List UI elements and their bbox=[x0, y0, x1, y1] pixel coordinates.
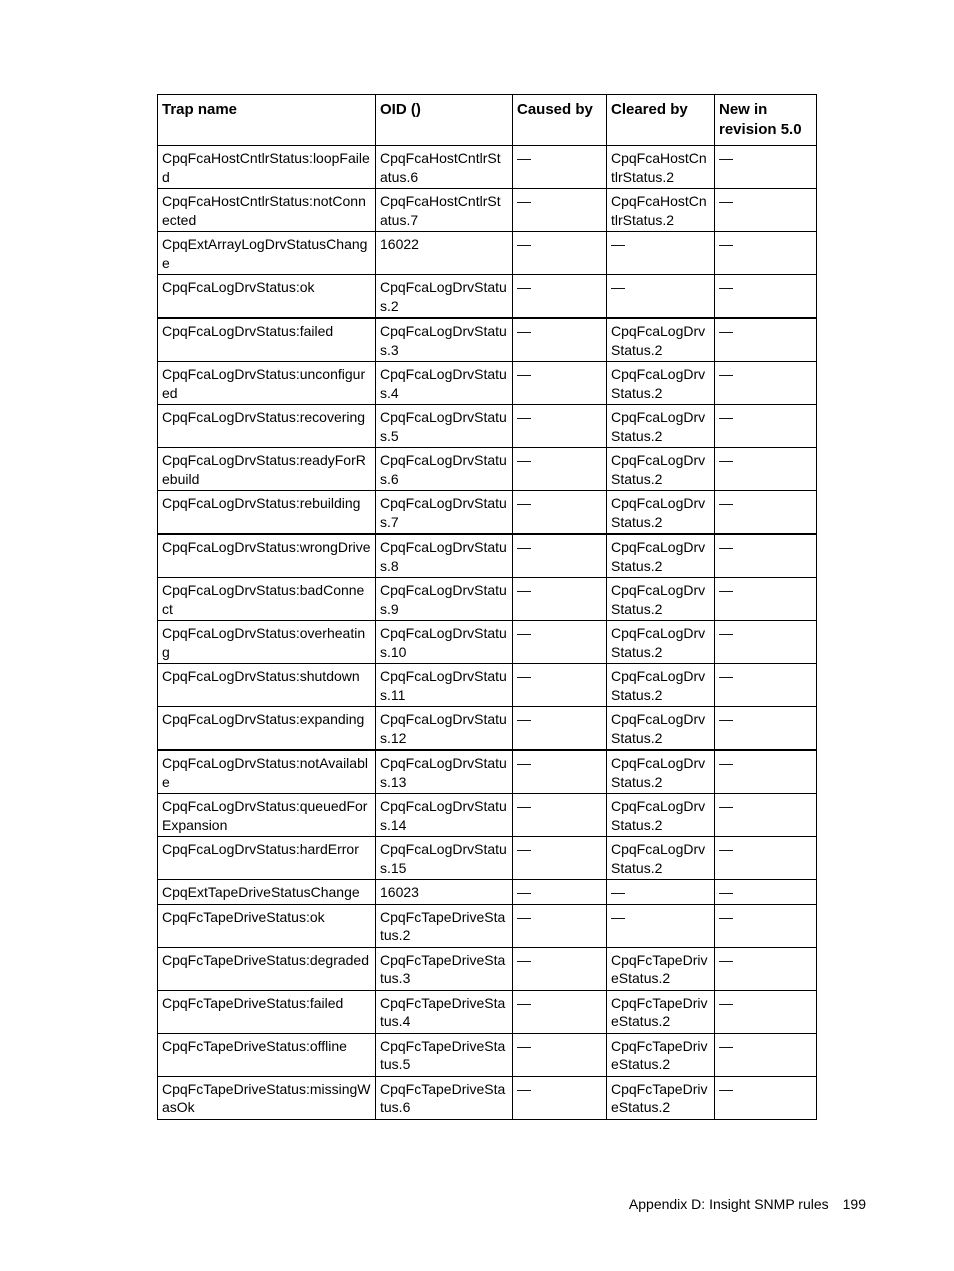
oid-cell: CpqFcaLogDrvStatus.6 bbox=[376, 448, 513, 491]
caused-by-cell: — bbox=[513, 405, 607, 448]
cleared-by-cell: CpqFcTapeDriveStatus.2 bbox=[607, 1076, 715, 1119]
oid-cell: 16023 bbox=[376, 880, 513, 905]
cleared-by-cell: CpqFcTapeDriveStatus.2 bbox=[607, 947, 715, 990]
new-in-revision-cell: — bbox=[715, 534, 817, 578]
table-row bbox=[158, 405, 817, 448]
table-row bbox=[158, 904, 817, 947]
new-in-revision-cell: — bbox=[715, 707, 817, 751]
trap-name-cell: CpqFcaLogDrvStatus:failed bbox=[158, 318, 376, 362]
caused-by-cell: — bbox=[513, 448, 607, 491]
page-footer bbox=[629, 1196, 866, 1212]
trap-name-cell: CpqFcTapeDriveStatus:offline bbox=[158, 1033, 376, 1076]
oid-cell: CpqFcaLogDrvStatus.10 bbox=[376, 621, 513, 664]
col-header-oid: OID () bbox=[376, 95, 513, 146]
table-row bbox=[158, 232, 817, 275]
trap-table bbox=[157, 94, 817, 1120]
trap-name-cell: CpqExtArrayLogDrvStatusChange bbox=[158, 232, 376, 275]
cleared-by-cell: — bbox=[607, 904, 715, 947]
new-in-revision-cell: — bbox=[715, 1076, 817, 1119]
oid-cell: CpqFcaLogDrvStatus.14 bbox=[376, 794, 513, 837]
cleared-by-cell: CpqFcaLogDrvStatus.2 bbox=[607, 621, 715, 664]
oid-cell: 16022 bbox=[376, 232, 513, 275]
col-header-caused-by: Caused by bbox=[513, 95, 607, 146]
trap-name-cell: CpqExtTapeDriveStatusChange bbox=[158, 880, 376, 905]
new-in-revision-cell: — bbox=[715, 904, 817, 947]
table-row bbox=[158, 578, 817, 621]
oid-cell: CpqFcaLogDrvStatus.15 bbox=[376, 837, 513, 880]
oid-cell: CpqFcaLogDrvStatus.11 bbox=[376, 664, 513, 707]
caused-by-cell: — bbox=[513, 947, 607, 990]
new-in-revision-cell: — bbox=[715, 750, 817, 794]
cleared-by-cell: CpqFcaLogDrvStatus.2 bbox=[607, 405, 715, 448]
trap-name-cell: CpqFcaHostCntlrStatus:notConnected bbox=[158, 189, 376, 232]
cleared-by-cell: CpqFcaLogDrvStatus.2 bbox=[607, 664, 715, 707]
table-row bbox=[158, 362, 817, 405]
caused-by-cell: — bbox=[513, 232, 607, 275]
trap-name-cell: CpqFcaLogDrvStatus:rebuilding bbox=[158, 491, 376, 535]
cleared-by-cell: CpqFcaLogDrvStatus.2 bbox=[607, 318, 715, 362]
table-row bbox=[158, 491, 817, 535]
table-row bbox=[158, 664, 817, 707]
trap-name-cell: CpqFcaLogDrvStatus:readyForRebuild bbox=[158, 448, 376, 491]
trap-name-cell: CpqFcaLogDrvStatus:shutdown bbox=[158, 664, 376, 707]
trap-name-cell: CpqFcTapeDriveStatus:missingWasOk bbox=[158, 1076, 376, 1119]
oid-cell: CpqFcaLogDrvStatus.3 bbox=[376, 318, 513, 362]
trap-name-cell: CpqFcaLogDrvStatus:expanding bbox=[158, 707, 376, 751]
table-row bbox=[158, 880, 817, 905]
oid-cell: CpqFcaLogDrvStatus.13 bbox=[376, 750, 513, 794]
footer-section-title: Appendix D: Insight SNMP rules bbox=[628, 1196, 829, 1212]
oid-cell: CpqFcaLogDrvStatus.8 bbox=[376, 534, 513, 578]
table-row bbox=[158, 146, 817, 189]
oid-cell: CpqFcaLogDrvStatus.9 bbox=[376, 578, 513, 621]
new-in-revision-cell: — bbox=[715, 232, 817, 275]
caused-by-cell: — bbox=[513, 491, 607, 535]
caused-by-cell: — bbox=[513, 189, 607, 232]
oid-cell: CpqFcTapeDriveStatus.5 bbox=[376, 1033, 513, 1076]
cleared-by-cell: — bbox=[607, 232, 715, 275]
table-row bbox=[158, 621, 817, 664]
trap-name-cell: CpqFcaLogDrvStatus:hardError bbox=[158, 837, 376, 880]
new-in-revision-cell: — bbox=[715, 318, 817, 362]
oid-cell: CpqFcaLogDrvStatus.4 bbox=[376, 362, 513, 405]
cleared-by-cell: CpqFcaLogDrvStatus.2 bbox=[607, 837, 715, 880]
cleared-by-cell: CpqFcaLogDrvStatus.2 bbox=[607, 750, 715, 794]
oid-cell: CpqFcaLogDrvStatus.2 bbox=[376, 275, 513, 319]
table-row bbox=[158, 189, 817, 232]
cleared-by-cell: CpqFcaLogDrvStatus.2 bbox=[607, 534, 715, 578]
table-row bbox=[158, 1076, 817, 1119]
cleared-by-cell: CpqFcaHostCntlrStatus.2 bbox=[607, 189, 715, 232]
cleared-by-cell: CpqFcaLogDrvStatus.2 bbox=[607, 362, 715, 405]
trap-name-cell: CpqFcaLogDrvStatus:recovering bbox=[158, 405, 376, 448]
trap-name-cell: CpqFcaLogDrvStatus:queuedForExpansion bbox=[158, 794, 376, 837]
new-in-revision-cell: — bbox=[715, 794, 817, 837]
table-row bbox=[158, 318, 817, 362]
caused-by-cell: — bbox=[513, 794, 607, 837]
table-row bbox=[158, 750, 817, 794]
caused-by-cell: — bbox=[513, 621, 607, 664]
caused-by-cell: — bbox=[513, 750, 607, 794]
cleared-by-cell: CpqFcaLogDrvStatus.2 bbox=[607, 578, 715, 621]
table-row bbox=[158, 837, 817, 880]
new-in-revision-cell: — bbox=[715, 362, 817, 405]
oid-cell: CpqFcTapeDriveStatus.4 bbox=[376, 990, 513, 1033]
trap-name-cell: CpqFcaLogDrvStatus:overheating bbox=[158, 621, 376, 664]
caused-by-cell: — bbox=[513, 578, 607, 621]
cleared-by-cell: CpqFcaLogDrvStatus.2 bbox=[607, 794, 715, 837]
oid-cell: CpqFcTapeDriveStatus.2 bbox=[376, 904, 513, 947]
oid-cell: CpqFcaLogDrvStatus.5 bbox=[376, 405, 513, 448]
caused-by-cell: — bbox=[513, 904, 607, 947]
table-row bbox=[158, 707, 817, 751]
new-in-revision-cell: — bbox=[715, 837, 817, 880]
new-in-revision-cell: — bbox=[715, 880, 817, 905]
cleared-by-cell: CpqFcaLogDrvStatus.2 bbox=[607, 491, 715, 535]
col-header-trap-name: Trap name bbox=[158, 95, 376, 146]
caused-by-cell: — bbox=[513, 990, 607, 1033]
caused-by-cell: — bbox=[513, 534, 607, 578]
new-in-revision-cell: — bbox=[715, 664, 817, 707]
table-row bbox=[158, 794, 817, 837]
table-row bbox=[158, 448, 817, 491]
new-in-revision-cell: — bbox=[715, 1033, 817, 1076]
caused-by-cell: — bbox=[513, 1076, 607, 1119]
page-number: 199 bbox=[842, 1196, 866, 1212]
caused-by-cell: — bbox=[513, 362, 607, 405]
cleared-by-cell: CpqFcaLogDrvStatus.2 bbox=[607, 707, 715, 751]
new-in-revision-cell: — bbox=[715, 189, 817, 232]
caused-by-cell: — bbox=[513, 1033, 607, 1076]
cleared-by-cell: CpqFcTapeDriveStatus.2 bbox=[607, 990, 715, 1033]
oid-cell: CpqFcaHostCntlrStatus.6 bbox=[376, 146, 513, 189]
table-body bbox=[158, 146, 817, 1120]
caused-by-cell: — bbox=[513, 837, 607, 880]
caused-by-cell: — bbox=[513, 664, 607, 707]
caused-by-cell: — bbox=[513, 880, 607, 905]
oid-cell: CpqFcTapeDriveStatus.6 bbox=[376, 1076, 513, 1119]
table-row bbox=[158, 1033, 817, 1076]
new-in-revision-cell: — bbox=[715, 491, 817, 535]
new-in-revision-cell: — bbox=[715, 146, 817, 189]
cleared-by-cell: — bbox=[607, 275, 715, 319]
table-header-row bbox=[158, 95, 817, 146]
caused-by-cell: — bbox=[513, 707, 607, 751]
table-row bbox=[158, 947, 817, 990]
col-header-new-in-revision: New in revision 5.0 bbox=[715, 95, 817, 146]
new-in-revision-cell: — bbox=[715, 621, 817, 664]
new-in-revision-cell: — bbox=[715, 405, 817, 448]
trap-name-cell: CpqFcaLogDrvStatus:unconfigured bbox=[158, 362, 376, 405]
table-row bbox=[158, 275, 817, 319]
trap-name-cell: CpqFcaLogDrvStatus:badConnect bbox=[158, 578, 376, 621]
cleared-by-cell: CpqFcaHostCntlrStatus.2 bbox=[607, 146, 715, 189]
trap-name-cell: CpqFcTapeDriveStatus:ok bbox=[158, 904, 376, 947]
table-row bbox=[158, 534, 817, 578]
cleared-by-cell: CpqFcTapeDriveStatus.2 bbox=[607, 1033, 715, 1076]
oid-cell: CpqFcaLogDrvStatus.7 bbox=[376, 491, 513, 535]
new-in-revision-cell: — bbox=[715, 448, 817, 491]
trap-name-cell: CpqFcTapeDriveStatus:degraded bbox=[158, 947, 376, 990]
new-in-revision-cell: — bbox=[715, 578, 817, 621]
oid-cell: CpqFcaLogDrvStatus.12 bbox=[376, 707, 513, 751]
col-header-cleared-by: Cleared by bbox=[607, 95, 715, 146]
cleared-by-cell: CpqFcaLogDrvStatus.2 bbox=[607, 448, 715, 491]
caused-by-cell: — bbox=[513, 275, 607, 319]
trap-name-cell: CpqFcTapeDriveStatus:failed bbox=[158, 990, 376, 1033]
caused-by-cell: — bbox=[513, 146, 607, 189]
new-in-revision-cell: — bbox=[715, 275, 817, 319]
oid-cell: CpqFcaHostCntlrStatus.7 bbox=[376, 189, 513, 232]
new-in-revision-cell: — bbox=[715, 947, 817, 990]
oid-cell: CpqFcTapeDriveStatus.3 bbox=[376, 947, 513, 990]
table-row bbox=[158, 990, 817, 1033]
cleared-by-cell: — bbox=[607, 880, 715, 905]
trap-name-cell: CpqFcaHostCntlrStatus:loopFailed bbox=[158, 146, 376, 189]
new-in-revision-cell: — bbox=[715, 990, 817, 1033]
trap-name-cell: CpqFcaLogDrvStatus:ok bbox=[158, 275, 376, 319]
trap-name-cell: CpqFcaLogDrvStatus:notAvailable bbox=[158, 750, 376, 794]
caused-by-cell: — bbox=[513, 318, 607, 362]
trap-name-cell: CpqFcaLogDrvStatus:wrongDrive bbox=[158, 534, 376, 578]
